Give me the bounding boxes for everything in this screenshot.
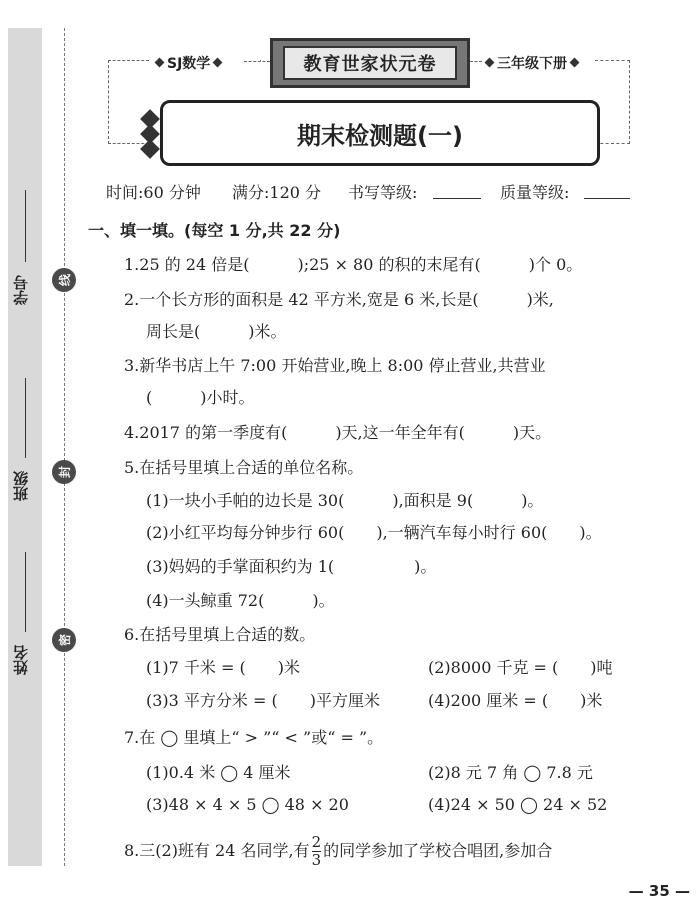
- question-7-item-1: (1)0.4 米 ◯ 4 厘米: [146, 763, 291, 782]
- diamond-icon: [485, 58, 495, 68]
- question-8-text-before: 8.三(2)班有 24 名同学,有: [124, 841, 310, 860]
- question-1: 1.25 的 24 倍是( );25 × 80 的积的末尾有( )个 0。: [124, 255, 583, 274]
- grade-tag-text: 三年级下册: [497, 56, 567, 72]
- section-heading: 一、填一填。(每空 1 分,共 22 分): [88, 221, 341, 240]
- question-6-item-4: (4)200 厘米 = ( )米: [428, 691, 603, 710]
- question-5-item-4: (4)一头鲸重 72( )。: [146, 591, 335, 610]
- question-3-line-1: 3.新华书店上午 7:00 开始营业,晚上 8:00 停止营业,共营业: [124, 356, 546, 375]
- score-info: 满分:120 分: [232, 183, 322, 202]
- seal-seal-badge: 封: [52, 460, 76, 484]
- question-4: 4.2017 的第一季度有( )天,这一年全年有( )天。: [124, 423, 552, 442]
- brand-banner: [270, 38, 470, 88]
- question-6: 6.在括号里填上合适的数。: [124, 625, 316, 644]
- question-6-item-1: (1)7 千米 = ( )米: [146, 658, 300, 677]
- question-7-item-3: (3)48 × 4 × 5 ◯ 48 × 20: [146, 795, 349, 814]
- fraction: [312, 834, 322, 869]
- question-7-item-4: (4)24 × 50 ◯ 24 × 52: [428, 795, 608, 814]
- grade-tag: [482, 53, 582, 73]
- question-5-item-3: (3)妈妈的手掌面积约为 1( )。: [146, 557, 437, 576]
- question-5-item-2: (2)小红平均每分钟步行 60( ),一辆汽车每小时行 60( )。: [146, 523, 602, 542]
- page-number: — 35 —: [628, 882, 690, 900]
- cut-line: [64, 28, 65, 866]
- question-2-line-2: 周长是( )米。: [146, 322, 287, 341]
- time-info: 时间:60 分钟: [106, 183, 201, 202]
- fraction-denominator: 3: [311, 851, 322, 869]
- writing-grade-blank[interactable]: [433, 198, 481, 199]
- question-2-line-1: 2.一个长方形的面积是 42 平方米,宽是 6 米,长是( )米,: [124, 290, 554, 309]
- class-blank: [25, 378, 26, 458]
- question-5-item-1: (1)一块小手帕的边长是 30( ),面积是 9( )。: [146, 491, 544, 510]
- question-8-text-after: 的同学参加了学校合唱团,参加合: [323, 841, 553, 860]
- question-3-line-2: ( )小时。: [146, 388, 255, 407]
- diamond-icon: [570, 58, 580, 68]
- subject-tag: [152, 53, 225, 73]
- question-7: 7.在 ◯ 里填上“ > ”“ < ”或“ = ”。: [124, 728, 384, 747]
- diamond-icon: [155, 58, 165, 68]
- question-5: 5.在括号里填上合适的单位名称。: [124, 458, 364, 477]
- question-7-item-2: (2)8 元 7 角 ◯ 7.8 元: [428, 763, 593, 782]
- name-label: 姓名: [12, 645, 30, 675]
- student-id-label: 学号: [12, 275, 30, 305]
- student-id-blank: [25, 190, 26, 262]
- quality-grade-label: 质量等级:: [500, 183, 570, 202]
- diamond-icon: [213, 58, 223, 68]
- question-8: [124, 834, 552, 869]
- name-blank: [25, 552, 26, 632]
- seal-line-badge: 线: [52, 268, 76, 292]
- class-label: 班级: [12, 471, 30, 501]
- question-6-item-3: (3)3 平方分米 = ( )平方厘米: [146, 691, 380, 710]
- subject-tag-text: SJ数学: [167, 56, 211, 72]
- seal-secret-badge: 密: [52, 628, 76, 652]
- writing-grade-label: 书写等级:: [348, 183, 418, 202]
- exam-title: 期末检测题(一): [160, 100, 600, 166]
- quality-grade-blank[interactable]: [584, 198, 630, 199]
- question-6-item-2: (2)8000 千克 = ( )吨: [428, 658, 613, 677]
- brand-title: 教育世家状元卷: [283, 46, 457, 80]
- right-dashed-bracket: [595, 60, 630, 144]
- fraction-numerator: 2: [311, 833, 322, 851]
